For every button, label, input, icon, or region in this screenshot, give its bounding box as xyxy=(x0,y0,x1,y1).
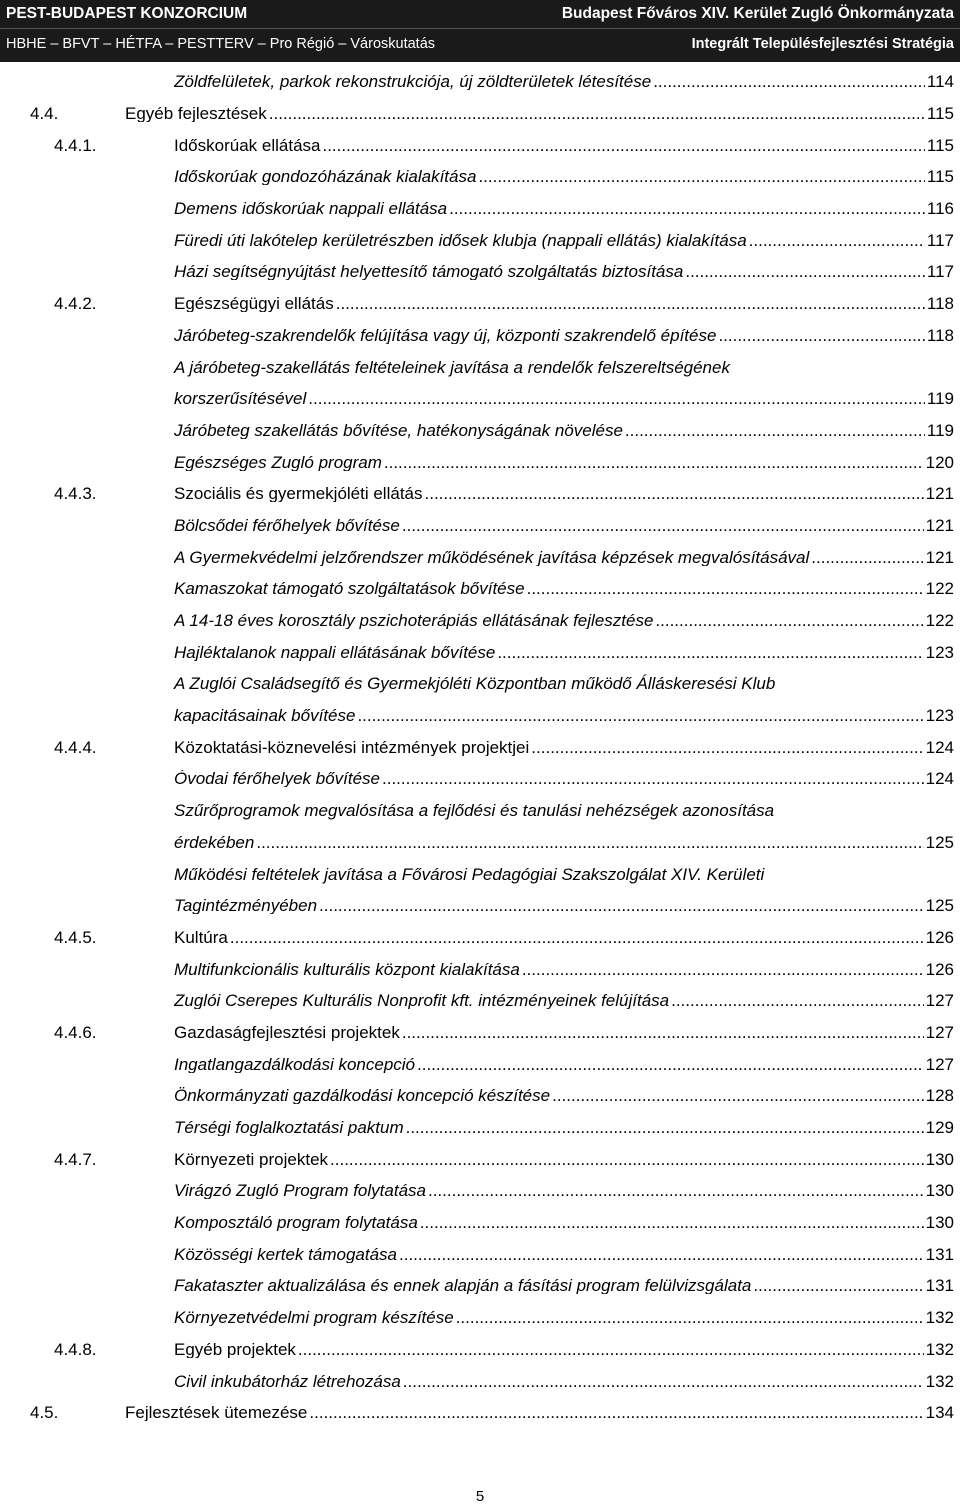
toc-page-number: 118 xyxy=(926,295,954,313)
toc-page-number: 126 xyxy=(925,960,954,978)
toc-dot-leader xyxy=(425,485,924,502)
toc-entry-line xyxy=(174,1087,954,1104)
toc-entry-line xyxy=(174,390,954,407)
toc-entry-line xyxy=(125,105,954,122)
toc-entry-line xyxy=(174,961,954,978)
toc-dot-leader xyxy=(420,1214,924,1231)
toc-page-number: 130 xyxy=(925,1150,954,1168)
toc-entry-line xyxy=(174,739,954,756)
toc-page-number: 124 xyxy=(925,770,954,788)
toc-entry-title: Egyéb fejlesztések xyxy=(125,105,267,123)
toc-entry-line xyxy=(174,1056,954,1073)
toc-entry[interactable] xyxy=(0,161,960,193)
toc-dot-leader xyxy=(671,992,924,1009)
toc-entry[interactable] xyxy=(0,700,960,732)
toc-entry-line xyxy=(125,1404,954,1421)
toc-entry-line xyxy=(174,707,954,724)
toc-page-number: 118 xyxy=(926,326,954,344)
toc-dot-leader xyxy=(399,1246,924,1263)
toc-entry-line xyxy=(174,549,954,566)
toc-page-number: 116 xyxy=(926,200,954,218)
toc-entry-title: Virágzó Zugló Program folytatása xyxy=(174,1182,426,1200)
toc-dot-leader xyxy=(497,644,923,661)
toc-dot-leader xyxy=(653,73,925,90)
toc-dot-leader xyxy=(531,739,923,756)
toc-entry[interactable] xyxy=(0,858,960,890)
toc-dot-leader xyxy=(402,517,924,534)
toc-page-number: 127 xyxy=(925,1023,954,1041)
toc-entry-title: érdekében xyxy=(174,833,255,851)
toc-entry-number: 4.4.5. xyxy=(54,927,97,947)
toc-dot-leader xyxy=(402,1024,924,1041)
toc-entry-title: Hajléktalanok nappali ellátásának bővítése xyxy=(174,643,496,661)
toc-entry[interactable] xyxy=(0,827,960,859)
page-number: 5 xyxy=(475,1488,485,1505)
toc-dot-leader xyxy=(403,1373,924,1390)
toc-entry-title: korszerűsítésével xyxy=(174,390,307,408)
toc-entry-number: 4.4.2. xyxy=(54,294,97,314)
toc-entry-title: Kamaszokat támogató szolgáltatások bővítése xyxy=(174,580,525,598)
toc-entry-title: Időskorúak ellátása xyxy=(174,136,321,154)
toc-entry[interactable] xyxy=(0,1112,960,1144)
toc-entry-title: Egészségügyi ellátás xyxy=(174,295,334,313)
toc-entry-line xyxy=(174,1182,954,1199)
toc-dot-leader xyxy=(753,1277,923,1294)
toc-dot-leader xyxy=(406,1119,924,1136)
toc-entry-line xyxy=(174,1341,954,1358)
toc-entry-title: Zöldfelületek, parkok rekonstrukciója, új zöldterületek létesítése xyxy=(174,73,652,91)
toc-page-number: 130 xyxy=(925,1214,954,1232)
toc-entry-title: Fejlesztések ütemezése xyxy=(125,1404,308,1422)
toc-entry-number: 4.4.4. xyxy=(54,737,97,757)
toc-entry[interactable] xyxy=(0,446,960,478)
toc-entry[interactable] xyxy=(0,1143,960,1175)
toc-dot-leader xyxy=(522,961,924,978)
municipality-name: Budapest Főváros XIV. Kerület Zugló Önkormányzata xyxy=(561,5,954,22)
toc-dot-leader xyxy=(718,327,924,344)
toc-entry-line xyxy=(174,612,954,629)
toc-entry[interactable] xyxy=(0,953,960,985)
toc-entry[interactable] xyxy=(0,922,960,954)
toc-entry[interactable] xyxy=(0,1397,960,1429)
toc-dot-leader xyxy=(330,1151,924,1168)
toc-page-number: 121 xyxy=(925,516,954,534)
toc-page-number: 115 xyxy=(926,168,954,186)
toc-page-number: 114 xyxy=(926,73,954,91)
toc-page-number: 121 xyxy=(925,548,954,566)
toc-entry-number: 4.4.7. xyxy=(54,1149,97,1169)
toc-entry-title: kapacitásainak bővítése xyxy=(174,707,356,725)
toc-dot-leader xyxy=(336,295,925,312)
toc-page-number: 121 xyxy=(925,485,954,503)
table-of-contents xyxy=(0,66,960,1429)
toc-entry-line xyxy=(174,454,954,471)
toc-page-number: 129 xyxy=(925,1119,954,1137)
toc-entry-title: Tagintézményében xyxy=(174,897,318,915)
toc-entry-line xyxy=(174,327,954,344)
toc-entry-line xyxy=(174,770,954,787)
header-top-line xyxy=(0,0,960,28)
toc-entry[interactable] xyxy=(0,1238,960,1270)
toc-page-number: 122 xyxy=(925,612,954,630)
toc-page-number: 132 xyxy=(925,1309,954,1327)
toc-dot-leader xyxy=(269,105,925,122)
toc-entry[interactable] xyxy=(0,985,960,1017)
toc-entry[interactable] xyxy=(0,351,960,383)
toc-dot-leader xyxy=(384,454,924,471)
toc-dot-leader xyxy=(456,1309,924,1326)
toc-entry-line xyxy=(174,1151,954,1168)
toc-entry[interactable] xyxy=(0,193,960,225)
toc-dot-leader xyxy=(685,263,925,280)
toc-entry-line xyxy=(174,485,954,502)
toc-entry[interactable] xyxy=(0,415,960,447)
toc-entry-title: Járóbeteg-szakrendelők felújítása vagy új, központi szakrendelő építése xyxy=(174,326,717,344)
toc-entry-title: Egészséges Zugló program xyxy=(174,453,382,471)
toc-entry-title: Működési feltételek javítása a Fővárosi Pedagógiai Szakszolgálat XIV. Kerületi xyxy=(174,864,765,884)
toc-entry-title: Időskorúak gondozóházának kialakítása xyxy=(174,168,477,186)
toc-entry-line xyxy=(174,1246,954,1263)
toc-entry-title: Óvodai férőhelyek bővítése xyxy=(174,770,381,788)
toc-entry-line xyxy=(174,897,954,914)
toc-entry[interactable] xyxy=(0,1175,960,1207)
toc-dot-leader xyxy=(527,580,924,597)
toc-entry[interactable] xyxy=(0,605,960,637)
header-divider xyxy=(0,28,960,29)
toc-entry-title: Környezeti projektek xyxy=(174,1150,329,1168)
toc-entry-line xyxy=(174,992,954,1009)
toc-page-number: 131 xyxy=(925,1245,954,1263)
toc-dot-leader xyxy=(449,200,925,217)
toc-entry-line xyxy=(174,200,954,217)
toc-dot-leader xyxy=(256,834,923,851)
toc-page-number: 131 xyxy=(925,1277,954,1295)
toc-entry-title: Járóbeteg szakellátás bővítése, hatékonyságának növelése xyxy=(174,421,623,439)
toc-entry[interactable] xyxy=(0,224,960,256)
toc-page-number: 127 xyxy=(925,1055,954,1073)
toc-page-number: 124 xyxy=(925,738,954,756)
toc-entry-number: 4.4.1. xyxy=(54,135,97,155)
toc-entry-number: 4.4. xyxy=(30,104,59,124)
toc-entry-title: Ingatlangazdálkodási koncepció xyxy=(174,1055,416,1073)
toc-dot-leader xyxy=(382,770,924,787)
toc-entry-line xyxy=(174,232,954,249)
toc-dot-leader xyxy=(298,1341,924,1358)
toc-page-number: 122 xyxy=(925,580,954,598)
toc-entry[interactable] xyxy=(0,98,960,130)
toc-entry-title: Környezetvédelmi program készítése xyxy=(174,1309,454,1327)
page-header xyxy=(0,0,960,62)
toc-entry-title: Közoktatási-köznevelési intézmények projektjei xyxy=(174,738,530,756)
toc-page-number: 123 xyxy=(925,643,954,661)
toc-entry[interactable] xyxy=(0,763,960,795)
toc-entry-line xyxy=(174,1214,954,1231)
toc-entry-line xyxy=(174,295,954,312)
toc-dot-leader xyxy=(230,929,924,946)
toc-entry-title: Szűrőprogramok megvalósítása a fejlődési és tanulási nehézségek azonosítása xyxy=(174,801,775,821)
toc-entry-title: Közösségi kertek támogatása xyxy=(174,1245,398,1263)
toc-entry[interactable] xyxy=(0,890,960,922)
toc-dot-leader xyxy=(309,1404,923,1421)
toc-page-number: 126 xyxy=(925,928,954,946)
toc-page-number: 127 xyxy=(925,992,954,1010)
toc-entry[interactable] xyxy=(0,478,960,510)
toc-entry[interactable] xyxy=(0,383,960,415)
toc-entry-line xyxy=(174,1373,954,1390)
toc-entry-title: Szociális és gyermekjóléti ellátás xyxy=(174,485,423,503)
toc-page-number: 132 xyxy=(925,1340,954,1358)
toc-entry-title: Egyéb projektek xyxy=(174,1340,296,1358)
toc-entry-title: Házi segítségnyújtást helyettesítő támogató szolgáltatás biztosítása xyxy=(174,263,684,281)
toc-entry-title: Fakataszter aktualizálása és ennek alapján a fásítási program felülvizsgálata xyxy=(174,1277,752,1295)
toc-entry-title: Multifunkcionális kulturális központ kialakítása xyxy=(174,960,520,978)
toc-page-number: 132 xyxy=(925,1372,954,1390)
toc-entry-line xyxy=(174,517,954,534)
toc-page-number: 120 xyxy=(925,453,954,471)
toc-dot-leader xyxy=(655,612,923,629)
toc-dot-leader xyxy=(811,549,923,566)
consortium-members: HBHE – BFVT – HÉTFA – PESTTERV – Pro Régió – Városkutatás xyxy=(6,36,436,52)
toc-entry[interactable] xyxy=(0,573,960,605)
toc-entry[interactable] xyxy=(0,731,960,763)
toc-entry-line xyxy=(174,644,954,661)
toc-entry-line xyxy=(174,580,954,597)
toc-page-number: 125 xyxy=(925,897,954,915)
toc-dot-leader xyxy=(417,1056,924,1073)
toc-dot-leader xyxy=(552,1087,924,1104)
toc-page-number: 115 xyxy=(926,136,954,154)
toc-entry-line xyxy=(174,834,954,851)
toc-dot-leader xyxy=(357,707,923,724)
toc-entry[interactable] xyxy=(0,129,960,161)
toc-page-number: 117 xyxy=(926,231,954,249)
toc-entry-number: 4.4.3. xyxy=(54,484,97,504)
toc-entry[interactable] xyxy=(0,1365,960,1397)
consortium-name: PEST-BUDAPEST KONZORCIUM xyxy=(6,5,248,22)
toc-entry[interactable] xyxy=(0,1207,960,1239)
toc-entry-title: A 14-18 éves korosztály pszichoterápiás ellátásának fejlesztése xyxy=(174,612,654,630)
toc-page-number: 128 xyxy=(925,1087,954,1105)
toc-entry[interactable] xyxy=(0,1017,960,1049)
toc-entry[interactable] xyxy=(0,1080,960,1112)
toc-entry-line xyxy=(174,929,954,946)
toc-entry-title: Zuglói Cserepes Kulturális Nonprofit kft. intézményeinek felújítása xyxy=(174,992,670,1010)
toc-entry[interactable] xyxy=(0,256,960,288)
toc-entry-title: Komposztáló program folytatása xyxy=(174,1214,418,1232)
toc-page-number: 134 xyxy=(925,1404,954,1422)
toc-page-number: 117 xyxy=(926,263,954,281)
toc-entry[interactable] xyxy=(0,668,960,700)
toc-page-number: 125 xyxy=(925,833,954,851)
toc-dot-leader xyxy=(322,137,924,154)
toc-entry-title: Térségi foglalkoztatási paktum xyxy=(174,1119,404,1137)
toc-entry[interactable] xyxy=(0,288,960,320)
toc-page-number: 119 xyxy=(926,390,954,408)
toc-entry-title: Füredi úti lakótelep kerületrészben idősek klubja (nappali ellátás) kialakítása xyxy=(174,231,747,249)
toc-entry-title: Önkormányzati gazdálkodási koncepció készítése xyxy=(174,1087,551,1105)
toc-entry[interactable] xyxy=(0,66,960,98)
toc-page-number: 119 xyxy=(926,421,954,439)
document-title: Integrált Településfejlesztési Stratégia xyxy=(691,36,954,52)
toc-dot-leader xyxy=(428,1182,924,1199)
toc-entry-title: Kultúra xyxy=(174,928,228,946)
toc-entry-line xyxy=(174,1024,954,1041)
toc-entry-title: A Zuglói Családsegítő és Gyermekjóléti Központban működő Álláskeresési Klub xyxy=(174,674,776,694)
toc-entry-line xyxy=(174,137,954,154)
toc-entry[interactable] xyxy=(0,541,960,573)
toc-entry[interactable] xyxy=(0,1302,960,1334)
toc-entry-line xyxy=(174,1119,954,1136)
toc-entry[interactable] xyxy=(0,795,960,827)
toc-entry-number: 4.4.8. xyxy=(54,1339,97,1359)
toc-entry-title: Demens időskorúak nappali ellátása xyxy=(174,200,448,218)
toc-entry[interactable] xyxy=(0,510,960,542)
toc-entry[interactable] xyxy=(0,1334,960,1366)
toc-page-number: 123 xyxy=(925,707,954,725)
toc-entry-number: 4.5. xyxy=(30,1403,59,1423)
toc-page-number: 130 xyxy=(925,1182,954,1200)
toc-page-number: 115 xyxy=(926,105,954,123)
toc-entry-title: Gazdaságfejlesztési projektek xyxy=(174,1023,400,1041)
toc-entry-line xyxy=(174,168,954,185)
toc-entry-number: 4.4.6. xyxy=(54,1022,97,1042)
toc-entry[interactable] xyxy=(0,636,960,668)
toc-dot-leader xyxy=(319,897,924,914)
toc-entry-title: Civil inkubátorház létrehozása xyxy=(174,1372,401,1390)
toc-dot-leader xyxy=(749,232,925,249)
toc-dot-leader xyxy=(308,390,925,407)
header-bottom-line xyxy=(0,30,960,58)
toc-dot-leader xyxy=(625,422,925,439)
toc-entry-line xyxy=(174,1277,954,1294)
toc-entry-line xyxy=(174,1309,954,1326)
toc-entry-line xyxy=(174,422,954,439)
toc-entry[interactable] xyxy=(0,320,960,352)
toc-entry-line xyxy=(174,73,954,90)
toc-entry-title: A járóbeteg-szakellátás feltételeinek javítása a rendelők felszereltségének xyxy=(174,357,730,377)
toc-entry-title: A Gyermekvédelmi jelzőrendszer működésének javítása képzések megvalósításával xyxy=(174,548,810,566)
toc-entry-title: Bölcsődei férőhelyek bővítése xyxy=(174,516,400,534)
toc-entry-line xyxy=(174,263,954,280)
toc-entry[interactable] xyxy=(0,1048,960,1080)
toc-dot-leader xyxy=(478,168,924,185)
toc-entry[interactable] xyxy=(0,1270,960,1302)
